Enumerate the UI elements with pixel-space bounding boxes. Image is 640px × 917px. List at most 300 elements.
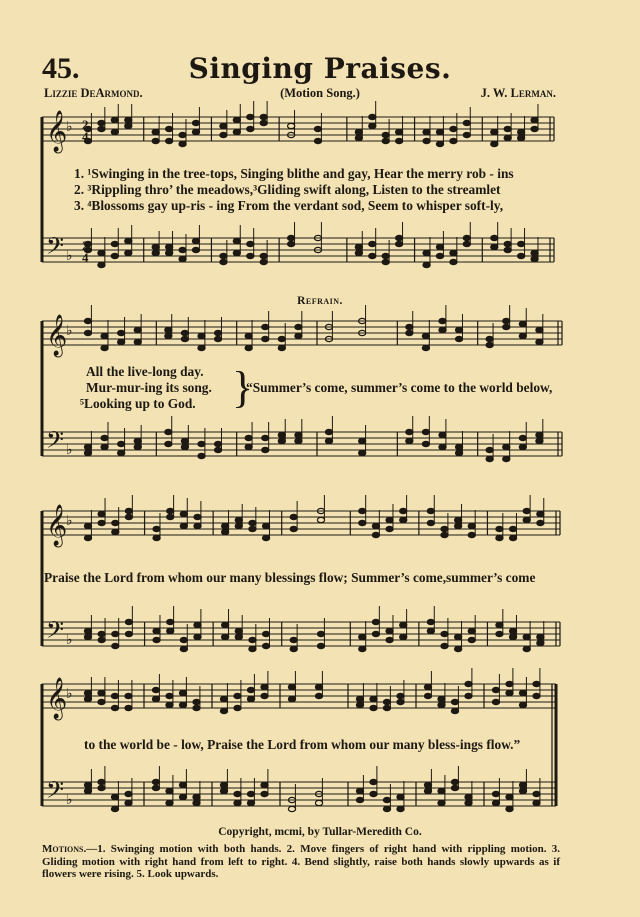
note-head	[179, 794, 186, 799]
note-head	[451, 785, 458, 790]
note-head	[486, 456, 493, 461]
note-head	[247, 253, 254, 258]
note-head	[165, 429, 172, 434]
note-head	[98, 511, 105, 516]
note-head	[397, 806, 404, 811]
time-sig: 2	[82, 238, 89, 253]
note-head	[222, 634, 229, 639]
note-head	[455, 517, 462, 522]
note-head	[533, 800, 540, 805]
note-head	[193, 705, 200, 710]
note-head	[496, 622, 503, 627]
note-head	[397, 699, 404, 704]
note-head	[125, 791, 132, 796]
note-head	[179, 247, 186, 252]
note-head	[406, 429, 413, 434]
refrain-line-praise: Praise the Lord from whom our many blessings flow; Summer’s come,summer’s come	[44, 570, 536, 585]
note-head	[519, 690, 526, 695]
note-head	[152, 779, 159, 784]
note-head	[531, 256, 538, 261]
note-head	[249, 646, 256, 651]
note-head	[112, 529, 119, 534]
refrain-continuation: “Summer’s come, summer’s come to the world below,	[246, 380, 553, 395]
note-head	[111, 693, 118, 698]
note-head	[84, 634, 91, 639]
note-head	[245, 444, 252, 449]
note-head	[370, 696, 377, 701]
note-head	[111, 806, 118, 811]
note-head	[98, 631, 105, 636]
note-head	[506, 690, 513, 695]
note-head	[84, 450, 91, 455]
bass-clef: 𝄢	[46, 232, 65, 265]
note-head	[518, 241, 525, 246]
note-head	[503, 444, 510, 449]
note-head	[503, 324, 510, 329]
flat-sign: ♭	[66, 442, 73, 458]
note-head	[533, 681, 540, 686]
note-head	[260, 259, 267, 264]
note-head	[222, 529, 229, 534]
refrain-line-3: ⁵Looking up to God.	[80, 396, 196, 411]
note-head	[369, 123, 376, 128]
note-head	[355, 129, 362, 134]
note-head	[382, 138, 389, 143]
note-head	[427, 619, 434, 624]
note-head	[192, 129, 199, 134]
note-head	[325, 438, 332, 443]
note-head	[125, 619, 132, 624]
note-head	[181, 336, 188, 341]
note-head	[424, 684, 431, 689]
note-head	[496, 526, 503, 531]
note-head	[315, 693, 322, 698]
note-head	[262, 535, 269, 540]
note-head	[533, 693, 540, 698]
note-head	[427, 508, 434, 513]
note-head	[234, 705, 241, 710]
note-head	[439, 318, 446, 323]
note-head	[179, 690, 186, 695]
flat-sign: ♭	[66, 632, 73, 648]
note-head	[245, 345, 252, 350]
note-head	[463, 241, 470, 246]
note-head	[356, 696, 363, 701]
note-head	[492, 699, 499, 704]
note-head	[152, 785, 159, 790]
note-head	[98, 250, 105, 255]
note-head	[441, 643, 448, 648]
note-head	[167, 514, 174, 519]
note-head	[424, 788, 431, 793]
note-head	[262, 435, 269, 440]
note-head	[491, 244, 498, 249]
note-head	[427, 520, 434, 525]
note-head	[519, 444, 526, 449]
note-head	[235, 517, 242, 522]
note-head	[519, 321, 526, 326]
note-head	[290, 514, 297, 519]
note-head	[382, 253, 389, 258]
note-head	[101, 333, 108, 338]
note-head	[406, 324, 413, 329]
note-head	[165, 441, 172, 446]
note-head	[179, 702, 186, 707]
note-head	[400, 622, 407, 627]
note-head	[262, 643, 269, 648]
verse-line-3: 3. ⁴Blossoms gay up-ris - ing From the verdant sod, Seem to whisper soft-ly,	[74, 198, 504, 213]
note-head	[220, 253, 227, 258]
note-head	[84, 628, 91, 633]
note-head	[165, 333, 172, 338]
note-head	[152, 687, 159, 692]
note-head	[463, 235, 470, 240]
note-head	[112, 631, 119, 636]
hymn-title: Singing Praises.	[188, 52, 452, 85]
note-head	[491, 235, 498, 240]
note-head	[438, 702, 445, 707]
note-head	[450, 259, 457, 264]
note-head	[518, 129, 525, 134]
note-head	[423, 138, 430, 143]
note-head	[194, 622, 201, 627]
lyricist-credit: Lizzie DeArmond.	[44, 86, 143, 100]
motions-text: —1. Swinging motion with both hands. 2. Move fingers of right hand with rippling motion. 3. Gliding motion with right hand from left to right. 4. Bend slightly, raise both hands slowly upwards as if flowers were rising. 5. Look upwards.	[42, 843, 560, 880]
note-head	[233, 117, 240, 122]
note-head	[198, 441, 205, 446]
note-head	[234, 800, 241, 805]
note-head	[504, 135, 511, 140]
note-head	[98, 262, 105, 267]
note-head	[125, 123, 132, 128]
note-head	[152, 696, 159, 701]
note-head	[396, 138, 403, 143]
note-head	[386, 526, 393, 531]
note-head	[486, 447, 493, 452]
note-head	[152, 244, 159, 249]
note-head	[370, 779, 377, 784]
note-head	[181, 444, 188, 449]
flat-sign: ♭	[66, 119, 73, 135]
note-head	[397, 794, 404, 799]
note-head	[503, 456, 510, 461]
note-head	[356, 797, 363, 802]
note-head	[438, 800, 445, 805]
note-head	[509, 634, 516, 639]
note-head	[382, 259, 389, 264]
note-head	[509, 535, 516, 540]
note-head	[179, 256, 186, 261]
note-head	[193, 794, 200, 799]
note-head	[179, 141, 186, 146]
note-head	[509, 526, 516, 531]
note-head	[98, 785, 105, 790]
note-head	[295, 333, 302, 338]
note-head	[504, 126, 511, 131]
note-head	[468, 532, 475, 537]
refrain-line-final: to the world be - low, Praise the Lord from whom our many bless-ings flow.”	[84, 737, 521, 752]
note-head	[383, 705, 390, 710]
note-head	[523, 646, 530, 651]
note-head	[98, 699, 105, 704]
note-head	[152, 250, 159, 255]
note-head	[288, 123, 295, 128]
note-head	[536, 438, 543, 443]
note-head	[198, 345, 205, 350]
note-head	[166, 702, 173, 707]
note-head	[531, 126, 538, 131]
note-head	[290, 637, 297, 642]
note-head	[152, 129, 159, 134]
note-head	[370, 791, 377, 796]
note-head	[220, 132, 227, 137]
note-head	[134, 444, 141, 449]
note-head	[423, 262, 430, 267]
note-head	[290, 526, 297, 531]
note-head	[536, 432, 543, 437]
note-head	[179, 132, 186, 137]
note-head	[194, 634, 201, 639]
note-head	[436, 129, 443, 134]
bass-clef: 𝄢	[46, 616, 65, 649]
note-head	[455, 327, 462, 332]
note-head	[249, 526, 256, 531]
note-head	[455, 450, 462, 455]
note-head	[261, 782, 268, 787]
note-head	[518, 253, 525, 258]
note-head	[111, 129, 118, 134]
note-head	[247, 696, 254, 701]
note-head	[167, 619, 174, 624]
note-head	[180, 511, 187, 516]
note-head	[355, 244, 362, 249]
note-head	[198, 333, 205, 338]
treble-clef: 𝄞	[46, 505, 68, 546]
note-head	[84, 444, 91, 449]
note-head	[463, 132, 470, 137]
note-head	[317, 631, 324, 636]
note-head	[262, 447, 269, 452]
note-head	[386, 637, 393, 642]
note-head	[386, 628, 393, 633]
note-head	[423, 129, 430, 134]
note-head	[220, 259, 227, 264]
note-head	[98, 690, 105, 695]
note-head	[166, 244, 173, 249]
note-head	[84, 318, 91, 323]
note-head	[536, 339, 543, 344]
note-head	[295, 438, 302, 443]
refrain-label: Refrain.	[297, 295, 343, 307]
note-head	[370, 705, 377, 710]
note-head	[278, 432, 285, 437]
note-head	[153, 628, 160, 633]
composer-credit: J. W. Lerman.	[480, 86, 556, 100]
note-head	[537, 511, 544, 516]
note-head	[260, 253, 267, 258]
note-head	[509, 628, 516, 633]
note-head	[84, 330, 91, 335]
note-head	[450, 126, 457, 131]
time-sig: 4	[82, 250, 89, 265]
motions-note	[42, 843, 560, 881]
note-head	[519, 702, 526, 707]
note-head	[486, 336, 493, 341]
note-head	[436, 141, 443, 146]
note-head	[125, 800, 132, 805]
note-head	[125, 238, 132, 243]
note-head	[261, 684, 268, 689]
note-head	[504, 247, 511, 252]
note-head	[111, 794, 118, 799]
note-head	[504, 241, 511, 246]
note-head	[386, 517, 393, 522]
note-head	[214, 447, 221, 452]
note-head	[383, 797, 390, 802]
flat-sign: ♭	[66, 686, 73, 702]
note-head	[134, 438, 141, 443]
note-head	[194, 523, 201, 528]
note-head	[383, 806, 390, 811]
note-head	[439, 327, 446, 332]
note-head	[247, 241, 254, 246]
note-head	[112, 520, 119, 525]
note-head	[436, 253, 443, 258]
note-head	[98, 637, 105, 642]
note-head	[537, 634, 544, 639]
time-sig: 4	[82, 129, 89, 144]
note-head	[531, 117, 538, 122]
note-head	[166, 788, 173, 793]
note-head	[451, 779, 458, 784]
note-head	[372, 631, 379, 636]
note-head	[359, 646, 366, 651]
note-head	[125, 631, 132, 636]
note-head	[422, 441, 429, 446]
note-head	[536, 327, 543, 332]
note-head	[523, 634, 530, 639]
note-head	[359, 508, 366, 513]
note-head	[441, 631, 448, 636]
note-head	[233, 250, 240, 255]
flat-sign: ♭	[66, 248, 73, 264]
note-head	[492, 791, 499, 796]
note-head	[406, 438, 413, 443]
note-head	[125, 705, 132, 710]
note-head	[166, 138, 173, 143]
note-head	[194, 514, 201, 519]
note-head	[152, 138, 159, 143]
note-head	[382, 132, 389, 137]
copyright-notice: Copyright, mcmi, by Tullar-Meredith Co.	[218, 826, 422, 838]
note-head	[98, 126, 105, 131]
note-head	[166, 693, 173, 698]
note-head	[153, 535, 160, 540]
note-head	[153, 526, 160, 531]
note-head	[465, 681, 472, 686]
note-head	[118, 339, 125, 344]
note-head	[166, 126, 173, 131]
treble-clef: 𝄞	[46, 315, 68, 356]
note-head	[261, 693, 268, 698]
note-head	[192, 120, 199, 125]
note-head	[84, 696, 91, 701]
note-head	[455, 646, 462, 651]
note-head	[506, 806, 513, 811]
note-head	[101, 435, 108, 440]
note-head	[214, 330, 221, 335]
note-head	[523, 517, 530, 522]
note-head	[314, 126, 321, 131]
note-head	[125, 693, 132, 698]
note-head	[262, 631, 269, 636]
motions-label: Motions.	[42, 843, 87, 855]
note-head	[314, 138, 321, 143]
note-head	[422, 345, 429, 350]
note-head	[278, 336, 285, 341]
note-head	[496, 631, 503, 636]
note-head	[288, 696, 295, 701]
note-head	[288, 241, 295, 246]
note-head	[180, 637, 187, 642]
verse-line-2: 2. ³Rippling thro’ the meadows,³Gliding swift along, Listen to the streamlet	[74, 182, 501, 197]
note-head	[396, 129, 403, 134]
note-head	[111, 253, 118, 258]
note-head	[247, 687, 254, 692]
note-head	[468, 637, 475, 642]
note-head	[98, 779, 105, 784]
note-head	[465, 794, 472, 799]
note-head	[261, 791, 268, 796]
note-head	[101, 444, 108, 449]
note-head	[491, 141, 498, 146]
note-head	[125, 117, 132, 122]
note-head	[260, 114, 267, 119]
note-head	[193, 699, 200, 704]
note-head	[519, 782, 526, 787]
note-head	[406, 330, 413, 335]
flat-sign: ♭	[66, 323, 73, 339]
note-head	[198, 453, 205, 458]
note-head	[438, 788, 445, 793]
note-head	[400, 634, 407, 639]
note-head	[220, 123, 227, 128]
note-head	[84, 535, 91, 540]
note-head	[234, 693, 241, 698]
treble-clef: 𝄞	[46, 111, 68, 152]
note-head	[533, 791, 540, 796]
note-head	[465, 693, 472, 698]
note-head	[118, 441, 125, 446]
bass-clef: 𝄢	[46, 776, 65, 809]
note-head	[439, 432, 446, 437]
note-head	[165, 327, 172, 332]
note-head	[519, 435, 526, 440]
note-head	[118, 330, 125, 335]
note-head	[422, 429, 429, 434]
note-head	[101, 345, 108, 350]
verse-line-1: 1. ¹Swinging in the tree-tops, Singing blithe and gay, Hear the merry rob - ins	[74, 166, 514, 181]
note-head	[356, 788, 363, 793]
note-head	[315, 800, 322, 805]
note-head	[423, 250, 430, 255]
note-head	[468, 628, 475, 633]
note-head	[397, 693, 404, 698]
note-head	[288, 684, 295, 689]
note-head	[424, 693, 431, 698]
note-head	[372, 532, 379, 537]
note-head	[436, 244, 443, 249]
